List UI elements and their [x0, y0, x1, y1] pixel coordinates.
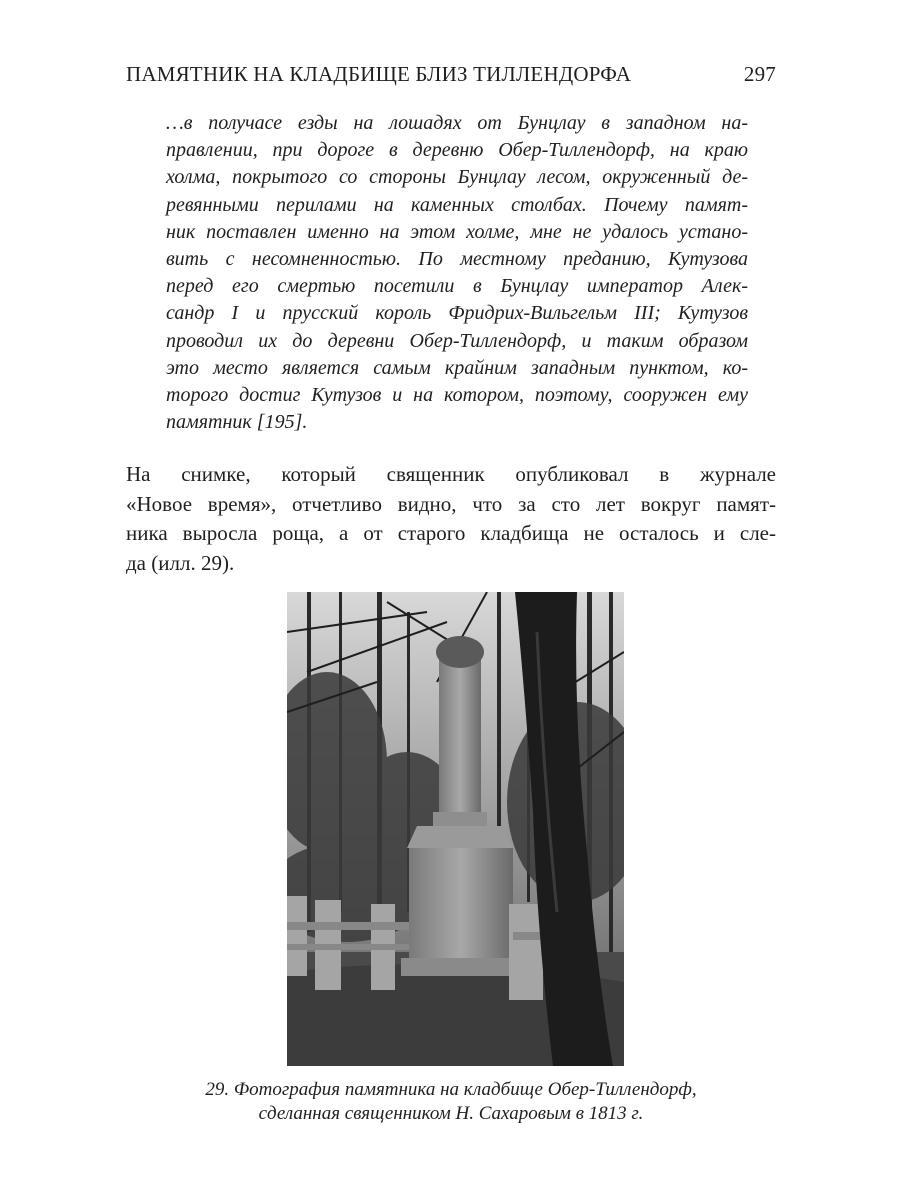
quote-line: перед его смертью посетили в Бунцлау император Алек-: [166, 275, 748, 298]
quote-line: проводил их до деревни Обер-Тиллендорф, и таким образом: [166, 329, 748, 352]
body-line: «Новое время», отчетливо видно, что за сто лет вокруг памят-: [126, 491, 776, 516]
quote-line: это место является самым крайним западным пунктом, ко-: [166, 356, 748, 379]
running-head-title: ПАМЯТНИК НА КЛАДБИЩЕ БЛИЗ ТИЛЛЕНДОРФА: [126, 62, 632, 86]
quote-line: вить с несомненностью. По местному преданию, Кутузова: [166, 248, 748, 271]
figure-caption: [126, 1078, 776, 1126]
quote-line: …в получасе езды на лошадях от Бунцлау в западном на-: [166, 112, 748, 134]
quote-line: ревянными перилами на каменных столбах. Почему памят-: [166, 193, 748, 216]
body-line: ника выросла роща, а от старого кладбища не осталось и сле-: [126, 521, 776, 546]
body-paragraph: [126, 460, 776, 578]
body-line: да (илл. 29).: [126, 550, 235, 575]
page-number: 297: [743, 62, 776, 86]
quote-line: торого достиг Кутузов и на котором, поэтому, сооружен ему: [166, 384, 748, 407]
monument-photo: [287, 592, 624, 1066]
quote-line: памятник [195].: [166, 411, 308, 434]
running-head: [126, 62, 776, 87]
quote-line: ник поставлен именно на этом холме, мне не удалось устано-: [166, 220, 748, 243]
body-line: На снимке, который священник опубликовал в журнале: [126, 462, 776, 486]
caption-line: сделанная священником Н. Сахаровым в 1813 г.: [258, 1103, 644, 1124]
quote-line: правлении, при дороге в деревню Обер-Тиллендорф, на краю: [166, 139, 748, 162]
caption-line: 29. Фотография памятника на кладбище Обер-Тиллендорф,: [205, 1079, 697, 1100]
quote-line: сандр I и прусский король Фридрих-Вильгельм III; Кутузов: [166, 302, 748, 325]
block-quote: [166, 110, 748, 436]
quote-line: холма, покрытого со стороны Бунцлау лесом, окруженный де-: [166, 166, 748, 189]
